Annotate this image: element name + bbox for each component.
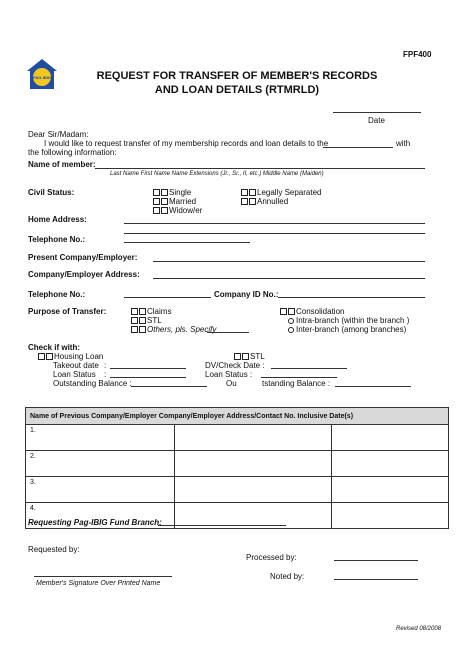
previous-employers-table — [25, 407, 449, 529]
form-title-line1: REQUEST FOR TRANSFER OF MEMBER'S RECORDS — [96, 70, 378, 82]
table-row[interactable] — [26, 451, 449, 477]
branch-field[interactable] — [323, 147, 393, 148]
header-dates: Inclusive Date(s) — [297, 412, 354, 420]
table-header — [26, 408, 449, 425]
table-cell[interactable]: 2. — [26, 451, 175, 477]
home-address-label: Home Address: — [28, 215, 87, 224]
checkbox-icon[interactable] — [288, 308, 295, 315]
employer-address-label: Company/Employer Address: — [28, 270, 140, 279]
checkbox-icon[interactable] — [161, 207, 168, 214]
table-cell[interactable] — [332, 451, 449, 477]
request-text2: the following information: — [28, 148, 117, 157]
civil-single[interactable]: Single — [153, 188, 191, 197]
noted-by-label: Noted by: — [270, 572, 305, 581]
processed-by-field[interactable] — [334, 560, 418, 561]
checkbox-icon[interactable] — [139, 326, 146, 333]
checkbox-icon[interactable] — [161, 198, 168, 205]
form-title-line2: AND LOAN DETAILS (RTMRLD) — [154, 84, 320, 96]
radio-icon[interactable] — [288, 327, 294, 333]
table-cell[interactable] — [332, 425, 449, 451]
checkbox-icon[interactable] — [139, 317, 146, 324]
loan-status2-label: Loan Status : — [205, 370, 253, 379]
outstanding2-label-b: tstanding Balance : — [262, 379, 331, 388]
checkbox-icon[interactable] — [131, 308, 138, 315]
home-address-field-2[interactable] — [124, 233, 425, 234]
takeout-date-label: Takeout date — [53, 361, 99, 370]
purpose-claims[interactable]: Claims — [131, 307, 171, 316]
checkbox-icon[interactable] — [38, 353, 45, 360]
date-field[interactable] — [333, 112, 421, 113]
takeout-date-colon: : — [104, 361, 107, 370]
loan-status2-field[interactable] — [261, 377, 337, 378]
housing-loan-option[interactable]: Housing Loan — [38, 352, 103, 361]
purpose-others[interactable]: Others, pls. Specify — [131, 325, 216, 334]
requesting-branch-field[interactable] — [158, 525, 286, 526]
checkbox-icon[interactable] — [241, 198, 248, 205]
purpose-label: Purpose of Transfer: — [28, 307, 107, 316]
checkbox-icon[interactable] — [46, 353, 53, 360]
present-employer-field[interactable] — [153, 261, 425, 262]
consolidation-intra[interactable]: Intra-branch (within the branch ) — [288, 316, 409, 325]
table-row[interactable] — [26, 425, 449, 451]
check-if-label: Check if with: — [28, 343, 81, 352]
present-employer-label: Present Company/Employer: — [28, 253, 138, 262]
checkbox-icon[interactable] — [153, 198, 160, 205]
date-label: Date — [368, 116, 385, 125]
company-id-label: Company ID No.: — [214, 290, 279, 299]
request-with: with — [396, 139, 411, 148]
request-text: I would like to request transfer of my membership records and loan details to the — [44, 139, 329, 148]
dv-check-date-label: DV/Check Date : — [205, 361, 265, 370]
table-cell[interactable] — [332, 477, 449, 503]
salutation: Dear Sir/Madam: — [28, 130, 89, 139]
civil-married[interactable]: Married — [153, 197, 196, 206]
outstanding2-field[interactable] — [335, 386, 411, 387]
purpose-others-field[interactable] — [207, 332, 249, 333]
checkbox-icon[interactable] — [249, 189, 256, 196]
purpose-consolidation[interactable]: Consolidation — [280, 307, 344, 316]
checkbox-icon[interactable] — [241, 189, 248, 196]
checkbox-icon[interactable] — [153, 207, 160, 214]
telephone-label: Telephone No.: — [28, 235, 86, 244]
checkbox-icon[interactable] — [131, 326, 138, 333]
outstanding-balance-field[interactable] — [131, 386, 207, 387]
radio-icon[interactable] — [288, 318, 294, 324]
civil-annulled[interactable]: Annulled — [241, 197, 288, 206]
table-cell[interactable]: 3. — [26, 477, 175, 503]
employer-address-field-1[interactable] — [153, 278, 425, 279]
checkbox-icon[interactable] — [249, 198, 256, 205]
home-address-field-1[interactable] — [124, 223, 425, 224]
table-cell[interactable] — [175, 425, 332, 451]
stl-option[interactable]: STL — [234, 352, 265, 361]
noted-by-field[interactable] — [334, 579, 418, 580]
table-cell[interactable]: 1. — [26, 425, 175, 451]
member-signature-field[interactable] — [34, 576, 172, 577]
name-field[interactable] — [95, 168, 425, 169]
civil-legally-separated[interactable]: Legally Separated — [241, 188, 322, 197]
checkbox-icon[interactable] — [139, 308, 146, 315]
table-cell[interactable] — [332, 503, 449, 529]
loan-status-field[interactable] — [110, 377, 186, 378]
signature-caption: Member's Signature Over Printed Name — [36, 580, 161, 587]
takeout-date-field[interactable] — [110, 368, 186, 369]
loan-status-label: Loan Status — [53, 370, 96, 379]
revised-note: Revised 08/2008 — [396, 626, 442, 632]
dv-check-date-field[interactable] — [271, 368, 347, 369]
table-cell[interactable] — [175, 477, 332, 503]
checkbox-icon[interactable] — [280, 308, 287, 315]
checkbox-icon[interactable] — [153, 189, 160, 196]
outstanding2-label-a: Ou — [226, 379, 237, 388]
civil-widower[interactable]: Widow/er — [153, 206, 202, 215]
processed-by-label: Processed by: — [246, 553, 297, 562]
checkbox-icon[interactable] — [131, 317, 138, 324]
header-prev-company: Name of Previous Company/Employer — [30, 412, 157, 420]
requesting-branch-label: Requesting Pag-IBIG Fund Branch: — [28, 518, 162, 527]
svg-text:PAG-IBIG: PAG-IBIG — [33, 75, 51, 80]
checkbox-icon[interactable] — [161, 189, 168, 196]
company-id-field[interactable] — [278, 297, 425, 298]
telephone2-label: Telephone No.: — [28, 290, 86, 299]
name-label: Name of member: — [28, 160, 96, 169]
table-cell[interactable] — [175, 451, 332, 477]
name-caption: Last Name First Name Name Extensions (Jr., Sr., II, etc.) Middle Name (Maiden) — [110, 171, 324, 177]
outstanding-balance-label: Outstanding Balance : — [53, 379, 132, 388]
header-address: Company/Employer Address/Contact No. — [158, 412, 296, 420]
table-header-row — [26, 408, 449, 425]
telephone-field[interactable] — [124, 242, 250, 243]
table-cell[interactable]: 4. — [26, 503, 175, 529]
table-row[interactable] — [26, 477, 449, 503]
loan-status-colon: : — [104, 370, 107, 379]
form-code: FPF400 — [403, 50, 432, 59]
checkbox-icon[interactable] — [242, 353, 249, 360]
requested-by-label: Requested by: — [28, 545, 80, 554]
civil-status-label: Civil Status: — [28, 188, 75, 197]
telephone2-field[interactable] — [124, 297, 211, 298]
consolidation-inter[interactable]: Inter-branch (among branches) — [288, 325, 406, 334]
purpose-stl[interactable]: STL — [131, 316, 162, 325]
checkbox-icon[interactable] — [234, 353, 241, 360]
